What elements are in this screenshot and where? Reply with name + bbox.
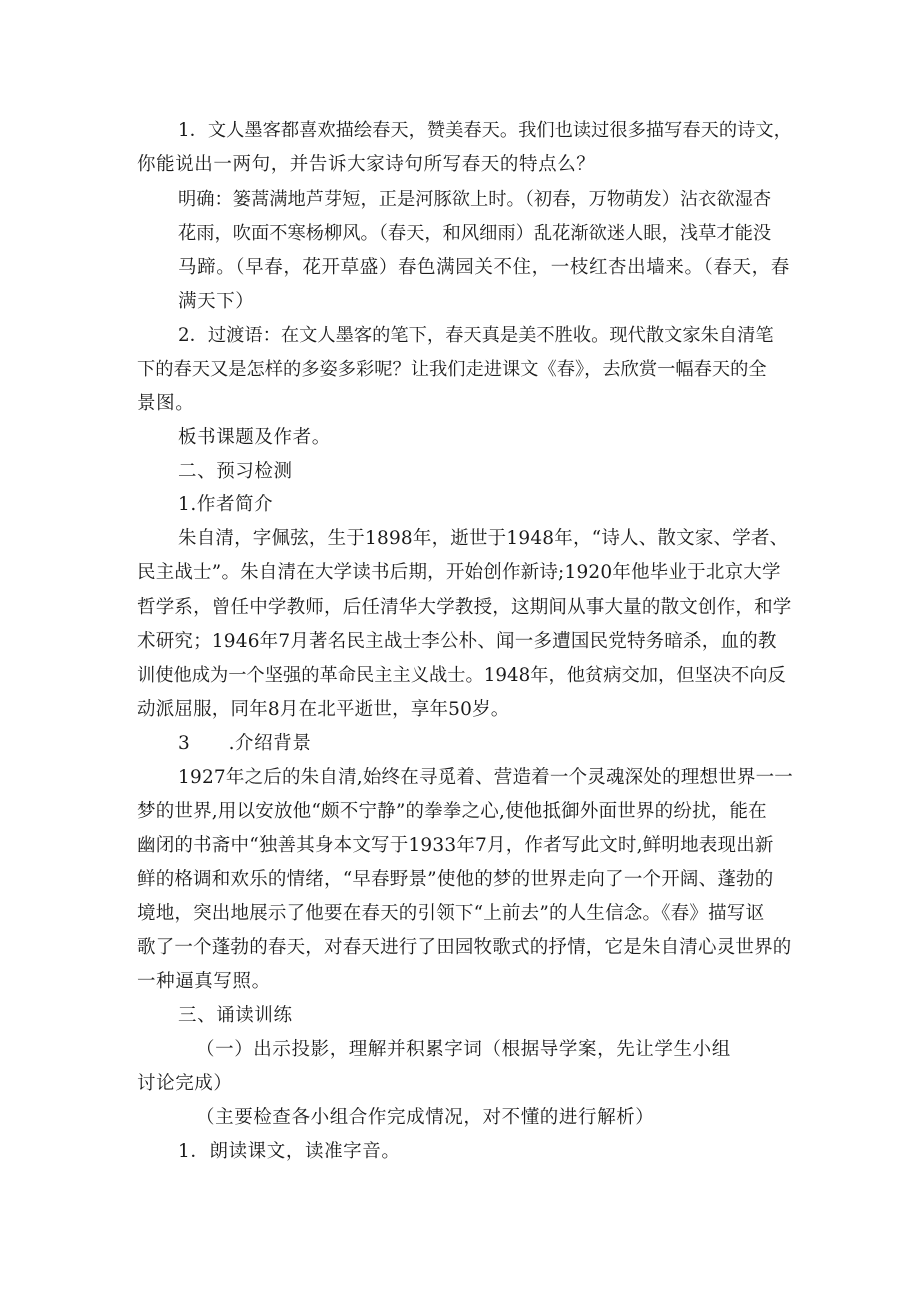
text-line: 朱自清，字佩弦，生于1898年，逝世于1948年，“诗人、散文家、学者、 bbox=[178, 528, 789, 549]
text-line: 训使他成为一个坚强的革命民主主义战士。1948年，他贫病交加，但坚决不向反 bbox=[137, 665, 786, 686]
text-line: 1．朗读课文，读准字音。 bbox=[178, 1141, 401, 1162]
text-line: 梦的世界,用以安放他“颇不宁静”的拳拳之心,使他抵御外面世界的纷扰，能在 bbox=[137, 801, 767, 822]
text-line: 哲学系，曾任中学教师，后任清华大学教授，这期间从事大量的散文创作，和学 bbox=[137, 597, 792, 618]
subsection-heading: 1.作者简介 bbox=[178, 494, 274, 515]
text-line: 境地，突出地展示了他要在春天的引领下“上前去”的人生信念。《春》描写讴 bbox=[137, 903, 765, 924]
text-line: 歌了一个蓬勃的春天，对春天进行了田园牧歌式的抒情，它是朱自清心灵世界的 bbox=[137, 937, 792, 958]
text-line: 你能说出一两句，并告诉大家诗句所写春天的特点么？ bbox=[137, 154, 596, 175]
text-line: 讨论完成） bbox=[137, 1073, 233, 1094]
text-line: 幽闭的书斋中“独善其身本文写于1933年7月，作者写此文时,鲜明地表现出新 bbox=[137, 835, 774, 856]
text-line: 1927年之后的朱自清,始终在寻觅着、营造着一个灵魂深处的理想世界一一 bbox=[178, 767, 793, 788]
text-line: 民主战士”。朱自清在大学读书后期，开始创作新诗;1920年他毕业于北京大学 bbox=[137, 562, 781, 583]
subsection-heading: 3 .介绍背景 bbox=[178, 733, 312, 754]
section-heading: 三、诵读训练 bbox=[178, 1005, 293, 1026]
text-line: 1．文人墨客都喜欢描绘春天，赞美春天。我们也读过很多描写春天的诗文， bbox=[178, 120, 792, 141]
text-line: 2．过渡语：在文人墨客的笔下，春天真是美不胜收。现代散文家朱自清笔 bbox=[178, 325, 774, 346]
text-line: 鲜的格调和欢乐的情绪，“早春野景”使他的梦的世界走向了一个开阔、蓬勃的 bbox=[137, 869, 774, 890]
text-line: （一）出示投影，理解并积累字词（根据导学案，先让学生小组 bbox=[196, 1039, 731, 1060]
text-line: 板书课题及作者。 bbox=[178, 427, 331, 448]
text-line: 景图。 bbox=[137, 393, 195, 414]
text-line: 满天下） bbox=[178, 291, 255, 312]
text-line: （主要检查各小组合作完成情况，对不懂的进行解析） bbox=[196, 1107, 655, 1128]
text-line: 马蹄。（早春，花开草盛）春色满园关不住，一枝红杏出墙来。（春天，春 bbox=[178, 257, 790, 278]
text-line: 明确：篓蒿满地芦芽短，正是河豚欲上时。（初春，万物萌发）沾衣欲湿杏 bbox=[178, 189, 772, 210]
text-line: 下的春天又是怎样的多姿多彩呢？让我们走进课文《春》，去欣赏一幅春天的全 bbox=[137, 359, 767, 380]
text-line: 花雨，吹面不寒杨柳风。（春天，和风细雨）乱花渐欲迷人眼，浅草才能没 bbox=[178, 223, 772, 244]
text-line: 一种逼真写照。 bbox=[137, 971, 271, 992]
section-heading: 二、预习检测 bbox=[178, 461, 293, 482]
text-line: 术研究；1946年7月著名民主战士李公朴、闻一多遭国民党特务暗杀，血的教 bbox=[137, 631, 777, 652]
text-line: 动派屈服，同年8月在北平逝世，享年50岁。 bbox=[137, 699, 510, 720]
